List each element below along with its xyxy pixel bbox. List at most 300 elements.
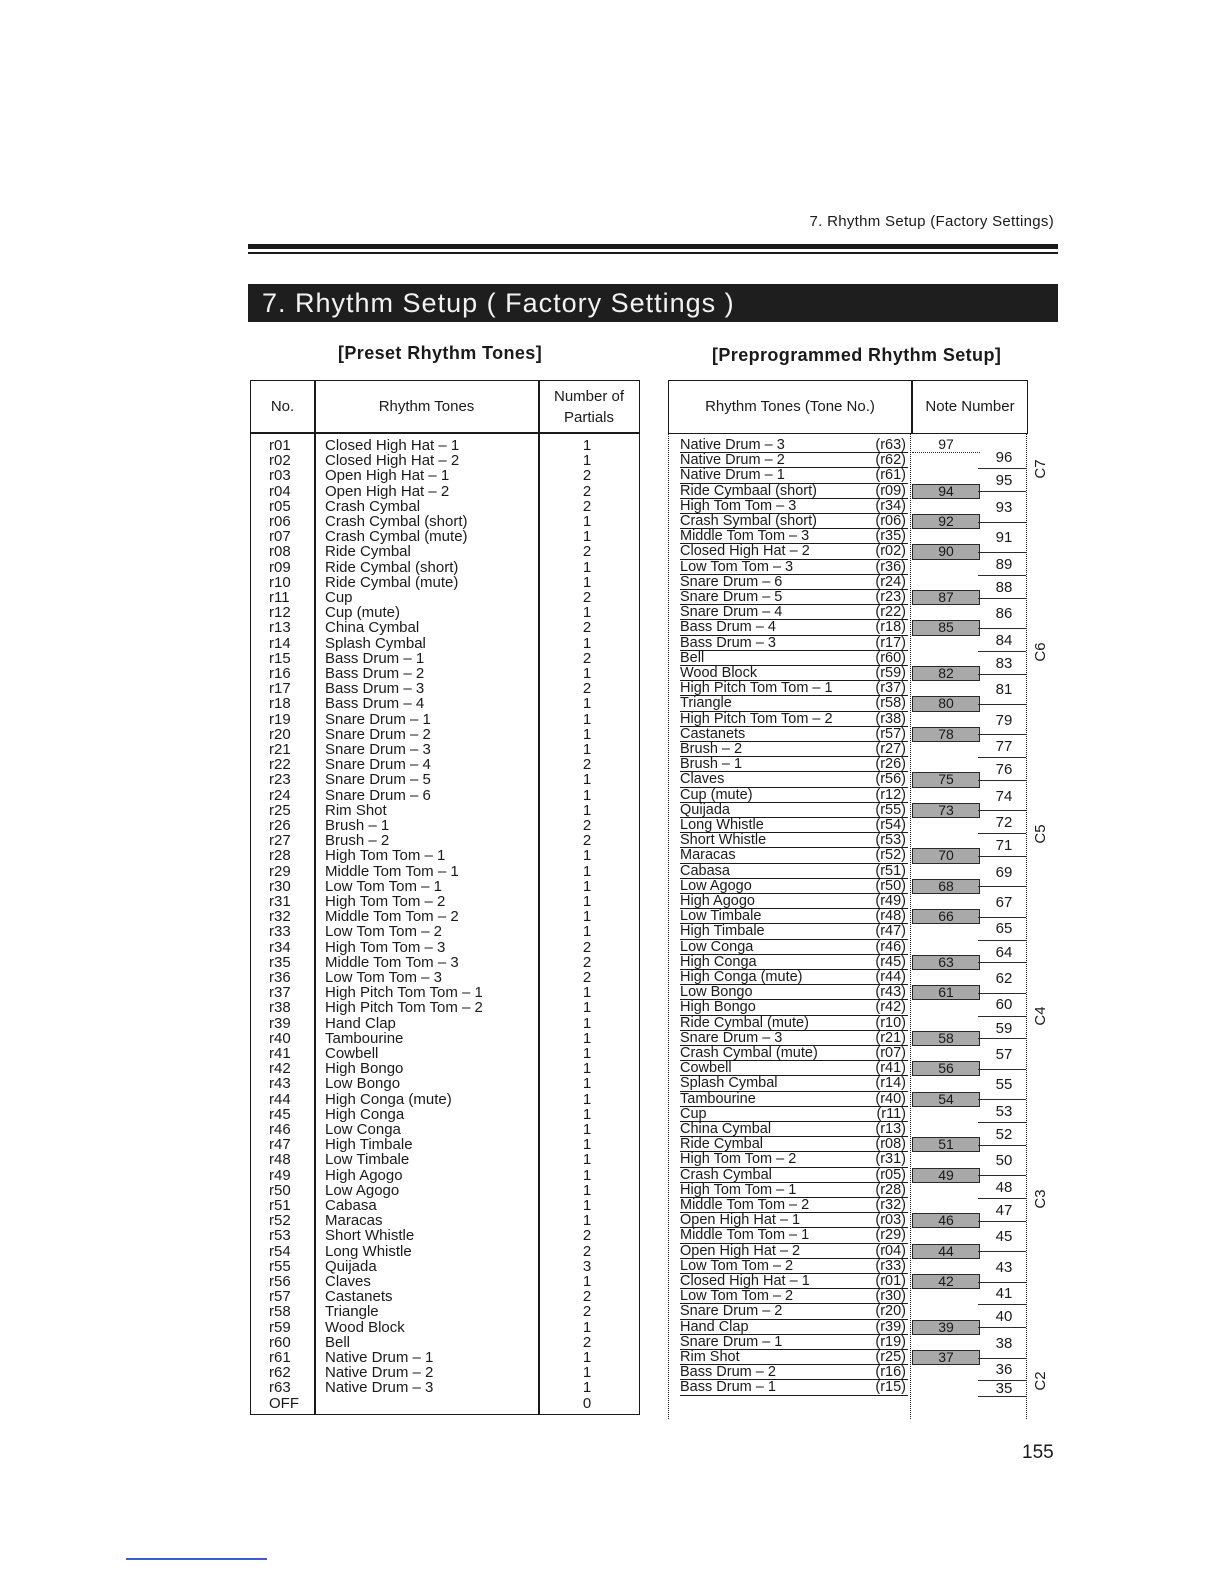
black-key-note: 94 — [912, 484, 980, 499]
white-key-note: 76 — [995, 761, 1013, 779]
partials-count: 1 — [582, 893, 592, 910]
table-row — [680, 1076, 908, 1091]
white-key-divider — [978, 522, 1026, 523]
white-key-note: 43 — [995, 1258, 1013, 1276]
white-key-note: 35 — [995, 1380, 1013, 1398]
table-row — [680, 1137, 908, 1152]
tone-number: r25 — [269, 801, 291, 819]
white-key-note: 83 — [995, 654, 1013, 672]
tone-number: (r25) — [875, 1349, 906, 1365]
black-key-note: 51 — [912, 1137, 980, 1152]
tone-number: (r08) — [875, 1136, 906, 1153]
tone-name: Native Drum – 3 — [680, 437, 785, 453]
white-key-divider — [978, 491, 1026, 492]
col-header-rhythm-tones: Rhythm Tones — [378, 398, 475, 415]
white-key-note: 59 — [995, 1019, 1013, 1037]
tone-number: r31 — [269, 893, 291, 910]
white-key-note: 57 — [995, 1046, 1013, 1063]
tone-number: r34 — [269, 938, 291, 956]
tone-name: Brush – 1 — [680, 756, 743, 773]
table-row — [251, 1396, 641, 1411]
tone-number: r63 — [269, 1379, 291, 1397]
partials-count: 2 — [582, 1333, 592, 1351]
partials-count: 2 — [582, 1242, 592, 1260]
partials-count: 1 — [582, 1166, 592, 1184]
tone-name: High Tom Tom – 2 — [680, 1151, 797, 1168]
table-row — [251, 636, 641, 651]
partials-count: 1 — [582, 665, 592, 682]
tone-name: Snare Drum – 3 — [680, 1029, 783, 1046]
table-row — [251, 1000, 641, 1015]
tone-name: Middle Tom Tom – 1 — [680, 1227, 810, 1244]
table-row — [251, 666, 641, 681]
tone-name: High Pitch Tom Tom – 1 — [680, 680, 833, 697]
table-row — [251, 438, 641, 453]
table-row — [251, 1107, 641, 1122]
table-row — [251, 1365, 641, 1380]
tone-name: Crash Cymbal — [325, 497, 421, 515]
table-row — [680, 1350, 908, 1365]
tone-number: r03 — [269, 467, 291, 485]
tone-name: Low Bongo — [680, 984, 753, 1001]
tone-name: Cup — [325, 589, 353, 606]
tone-name: Open High Hat – 2 — [680, 1242, 801, 1259]
tone-number: r54 — [269, 1242, 291, 1260]
tone-number: r12 — [269, 604, 291, 622]
tone-name: High Agogo — [680, 893, 755, 909]
tone-number: (r05) — [875, 1166, 906, 1183]
tone-name: Closed High Hat – 1 — [680, 1273, 810, 1289]
table-row — [680, 620, 908, 635]
partials-count: 1 — [582, 1075, 592, 1093]
tone-name: Low Conga — [680, 938, 754, 955]
tone-number: r50 — [269, 1181, 291, 1199]
tone-number: r43 — [269, 1075, 291, 1093]
white-key-divider — [978, 628, 1026, 629]
table-row — [680, 575, 908, 590]
partials-count: 1 — [582, 1029, 592, 1047]
tone-name: Crash Cymbal (mute) — [325, 528, 468, 546]
table-row — [251, 924, 641, 939]
tone-number: (r20) — [875, 1303, 906, 1320]
tone-number: r52 — [269, 1212, 291, 1230]
tone-name: Bass Drum – 1 — [325, 649, 425, 667]
white-key-note: 47 — [995, 1202, 1013, 1219]
partials-count: 1 — [582, 1379, 592, 1397]
tone-number: r06 — [269, 513, 291, 530]
tone-number: (r23) — [875, 589, 906, 605]
header-rule-thick — [248, 244, 1058, 249]
table-row — [251, 757, 641, 772]
tone-number: r41 — [269, 1045, 291, 1062]
tone-number: (r46) — [875, 938, 906, 955]
table-row — [251, 575, 641, 590]
tone-number: r59 — [269, 1318, 291, 1336]
tone-number: r22 — [269, 756, 291, 774]
tone-name: Closed High Hat – 2 — [325, 452, 460, 470]
black-key-note: 85 — [912, 620, 980, 635]
tone-name: Middle Tom Tom – 1 — [325, 862, 459, 880]
table-row — [680, 590, 908, 605]
tone-name: Low Tom Tom – 3 — [680, 558, 794, 575]
table-row — [251, 468, 641, 483]
tone-number: r27 — [269, 832, 291, 850]
white-key-note: 91 — [995, 529, 1013, 547]
partials-count: 2 — [582, 619, 592, 637]
table-row — [680, 1000, 908, 1015]
black-key-note: 54 — [912, 1092, 980, 1107]
tone-number: (r26) — [875, 756, 906, 773]
partials-count: 1 — [582, 984, 592, 1002]
tone-name: Low Conga — [325, 1121, 401, 1138]
tone-name: Snare Drum – 6 — [325, 786, 431, 804]
partials-count: 1 — [582, 923, 592, 941]
tone-number: r09 — [269, 558, 291, 576]
table-row — [251, 1092, 641, 1107]
tone-number: r58 — [269, 1303, 291, 1321]
partials-count: 2 — [582, 953, 592, 971]
tone-name: Castanets — [680, 725, 746, 742]
tone-number: r04 — [269, 482, 291, 500]
tone-number: (r62) — [875, 452, 906, 469]
tone-name: Snare Drum – 2 — [680, 1303, 783, 1320]
tone-name: Low Agogo — [680, 877, 752, 894]
tone-number: (r15) — [875, 1379, 906, 1396]
white-key-note: 86 — [995, 605, 1013, 623]
tone-name: High Tom Tom – 3 — [325, 938, 446, 956]
tone-number: (r60) — [875, 649, 906, 666]
partials-count: 1 — [582, 1273, 592, 1290]
table-row — [680, 772, 908, 787]
table-row — [251, 1259, 641, 1274]
table-row — [251, 1168, 641, 1183]
tone-name: Middle Tom Tom – 3 — [680, 528, 810, 545]
tone-name: Cup (mute) — [325, 604, 401, 622]
table-row — [251, 1076, 641, 1091]
tone-name: Triangle — [325, 1303, 379, 1321]
tone-number: (r19) — [875, 1333, 906, 1350]
table-row — [680, 468, 908, 483]
tone-number: r42 — [269, 1060, 291, 1078]
table-row — [251, 864, 641, 879]
table-row — [680, 970, 908, 985]
table-row — [680, 1061, 908, 1076]
tone-name: Crash Cymbal (mute) — [680, 1045, 818, 1061]
table-row — [680, 560, 908, 575]
tone-number: (r10) — [875, 1014, 906, 1031]
table-row — [680, 1152, 908, 1167]
table-row — [251, 833, 641, 848]
white-key-note: 65 — [995, 920, 1013, 938]
tone-name: Native Drum – 2 — [680, 452, 785, 469]
tone-name: Claves — [325, 1273, 371, 1290]
table-row — [251, 803, 641, 818]
tone-number: (r39) — [875, 1318, 906, 1335]
partials-count: 2 — [582, 756, 592, 774]
partials-count: 2 — [582, 680, 592, 698]
tone-name: Long Whistle — [325, 1242, 412, 1260]
white-key-note: 45 — [995, 1228, 1013, 1246]
tone-number: (r49) — [875, 893, 906, 909]
table-row — [251, 742, 641, 757]
partials-count: 1 — [582, 725, 592, 743]
octave-label: C5 — [1032, 824, 1049, 844]
table-row — [680, 1092, 908, 1107]
tone-number: r61 — [269, 1349, 291, 1366]
tone-number: (r42) — [875, 999, 906, 1016]
table-row — [680, 985, 908, 1000]
partials-count: 1 — [582, 573, 592, 591]
white-key-divider — [978, 651, 1026, 652]
tone-number: (r09) — [875, 482, 906, 499]
table-row — [680, 757, 908, 772]
tone-name: Closed High Hat – 1 — [325, 437, 460, 454]
tone-number: (r11) — [876, 1105, 906, 1122]
tone-number: (r56) — [875, 771, 906, 788]
table-row — [251, 1061, 641, 1076]
partials-count: 1 — [582, 786, 592, 804]
tone-name: Bass Drum – 4 — [325, 695, 425, 713]
table-row — [251, 985, 641, 1000]
tone-number: (r43) — [875, 984, 906, 1001]
table-row — [680, 484, 908, 499]
white-key-note: 71 — [995, 837, 1013, 855]
white-key-divider — [978, 780, 1026, 781]
tone-number: r33 — [269, 923, 291, 941]
white-key-divider — [978, 1251, 1026, 1252]
table-row — [680, 529, 908, 544]
table-row — [680, 1380, 908, 1395]
tone-name: Quijada — [680, 801, 730, 818]
tone-name: Ride Cymbal (mute) — [325, 573, 459, 591]
table-row — [680, 1244, 908, 1259]
col-header-note-number: Note Number — [925, 398, 1015, 415]
tone-name: Brush – 1 — [325, 817, 390, 834]
tone-number: (r38) — [875, 710, 906, 727]
table-row — [251, 1274, 641, 1289]
tone-name: Bell — [325, 1333, 351, 1351]
tone-number: (r44) — [875, 969, 906, 985]
table-row — [251, 1304, 641, 1319]
table-row — [680, 499, 908, 514]
tone-number: r01 — [269, 437, 291, 454]
tone-number: r32 — [269, 908, 291, 926]
table-row — [251, 772, 641, 787]
white-key-divider — [978, 575, 1026, 576]
table-row — [251, 1198, 641, 1213]
chapter-banner: 7. Rhythm Setup ( Factory Settings ) — [248, 284, 1058, 322]
tone-number: r53 — [269, 1227, 291, 1245]
table-row — [251, 894, 641, 909]
tone-name: Hand Clap — [325, 1014, 396, 1032]
table-row — [251, 727, 641, 742]
partials-count: 1 — [582, 801, 592, 819]
table-row — [251, 1183, 641, 1198]
tone-name: Snare Drum – 4 — [680, 604, 783, 621]
white-key-divider — [978, 917, 1026, 918]
tone-number: r14 — [269, 634, 291, 652]
tone-number: r29 — [269, 862, 291, 880]
tone-name: Middle Tom Tom – 2 — [325, 908, 459, 926]
table-row — [680, 1168, 908, 1183]
table-row — [680, 1274, 908, 1289]
partials-count: 1 — [582, 1090, 592, 1108]
white-key-divider — [978, 757, 1026, 758]
black-key-note: 82 — [912, 666, 980, 681]
tone-number: r62 — [269, 1364, 291, 1382]
black-key-note: 78 — [912, 727, 980, 742]
partials-count: 0 — [582, 1394, 592, 1412]
table-row — [680, 666, 908, 681]
table-row — [251, 1228, 641, 1243]
table-row — [680, 712, 908, 727]
table-row — [680, 453, 908, 468]
tone-number: (r61) — [875, 467, 906, 484]
partials-count: 1 — [582, 1136, 592, 1154]
partials-count: 2 — [582, 817, 592, 834]
white-key-divider — [978, 1122, 1026, 1123]
tone-number: r51 — [269, 1197, 291, 1214]
tone-number: r57 — [269, 1288, 291, 1306]
partials-count: 1 — [582, 1121, 592, 1138]
tone-name: Rim Shot — [325, 801, 387, 819]
col-header-rhythm-tones-tone-no: Rhythm Tones (Tone No.) — [705, 398, 875, 415]
tone-name: Open High Hat – 1 — [680, 1212, 801, 1229]
table-row — [680, 818, 908, 833]
partials-count: 2 — [582, 938, 592, 956]
tone-number: (r02) — [875, 543, 906, 560]
partials-count: 1 — [582, 1349, 592, 1366]
tone-name: Crash Cymbal — [680, 1166, 772, 1183]
partials-count: 1 — [582, 1045, 592, 1062]
white-key-note: 89 — [995, 555, 1013, 573]
table-row — [680, 1213, 908, 1228]
table-row — [251, 879, 641, 894]
white-key-note: 72 — [995, 814, 1013, 831]
octave-label: C6 — [1032, 642, 1049, 662]
tone-name: Wood Block — [680, 665, 758, 681]
tone-number: (r45) — [875, 953, 906, 970]
black-key-note: 73 — [912, 803, 980, 818]
partials-count: 2 — [582, 1303, 592, 1321]
table-row — [680, 636, 908, 651]
tone-name: Quijada — [325, 1257, 377, 1275]
white-key-note: 96 — [995, 449, 1013, 467]
tone-number: r39 — [269, 1014, 291, 1032]
black-key-note: 68 — [912, 879, 980, 894]
tone-number: (r36) — [875, 558, 906, 575]
tone-name: Brush – 2 — [680, 741, 743, 757]
black-key-note: 97 — [912, 438, 980, 453]
white-key-note: 50 — [995, 1152, 1013, 1170]
table-row — [680, 940, 908, 955]
white-key-note: 60 — [995, 996, 1013, 1014]
tone-number: r56 — [269, 1273, 291, 1290]
partials-count: 1 — [582, 452, 592, 470]
tone-name: High Bongo — [325, 1060, 404, 1078]
tone-number: (r12) — [875, 786, 906, 803]
tone-number: (r24) — [875, 573, 906, 590]
tone-number: (r28) — [875, 1181, 906, 1198]
table-row — [680, 1183, 908, 1198]
tone-name: Ride Cymbal — [680, 1136, 763, 1153]
partials-count: 2 — [582, 467, 592, 485]
tone-name: Low Tom Tom – 2 — [680, 1257, 794, 1274]
partials-count: 1 — [582, 862, 592, 880]
tone-name: Bass Drum – 4 — [680, 619, 776, 636]
dotted-border-middle — [910, 434, 911, 1419]
white-key-note: 64 — [995, 943, 1013, 961]
tone-number: r37 — [269, 984, 291, 1002]
tone-name: Snare Drum – 1 — [325, 710, 431, 728]
black-key-note: 61 — [912, 985, 980, 1000]
tone-number: r30 — [269, 877, 291, 895]
white-key-divider — [978, 468, 1026, 469]
table-row — [680, 1046, 908, 1061]
table-row — [251, 970, 641, 985]
tone-name: High Conga — [680, 953, 757, 970]
tone-name: Bass Drum – 2 — [680, 1364, 776, 1381]
white-key-divider — [978, 674, 1026, 675]
table-row — [680, 788, 908, 803]
tone-number: (r29) — [875, 1227, 906, 1244]
tone-name: Low Tom Tom – 2 — [680, 1288, 794, 1305]
tone-name: Cup (mute) — [680, 786, 753, 803]
black-key-note: 63 — [912, 955, 980, 970]
white-key-note: 67 — [995, 894, 1013, 911]
white-key-divider — [978, 940, 1026, 941]
partials-count: 1 — [582, 604, 592, 622]
tone-name: Tambourine — [325, 1029, 404, 1047]
tone-number: r20 — [269, 725, 291, 743]
tone-name: Bass Drum – 2 — [325, 665, 425, 682]
black-key-note: 39 — [912, 1320, 980, 1335]
white-key-note: 38 — [995, 1334, 1013, 1352]
tone-name: Native Drum – 2 — [325, 1364, 434, 1382]
tone-number: (r52) — [875, 847, 906, 864]
tone-number: r47 — [269, 1136, 291, 1154]
table-row — [251, 514, 641, 529]
white-key-note: 55 — [995, 1076, 1013, 1094]
tone-number: (r59) — [875, 665, 906, 681]
tone-name: High Conga (mute) — [680, 969, 803, 985]
tone-name: Claves — [680, 771, 725, 788]
tone-name: Maracas — [680, 847, 736, 864]
tone-name: Cabasa — [680, 862, 730, 879]
tone-name: Tambourine — [680, 1090, 756, 1107]
tone-name: Open High Hat – 2 — [325, 482, 450, 500]
black-key-note: 49 — [912, 1168, 980, 1183]
table-row — [251, 1350, 641, 1365]
black-key-note: 66 — [912, 909, 980, 924]
white-key-divider — [978, 1198, 1026, 1199]
octave-label: C7 — [1032, 459, 1049, 479]
partials-count: 2 — [582, 497, 592, 515]
table-row — [251, 620, 641, 635]
tone-name: Short Whistle — [325, 1227, 415, 1245]
table-row — [680, 742, 908, 757]
tone-name: Low Timbale — [680, 908, 762, 925]
preset-rhythm-tones-title: [Preset Rhythm Tones] — [338, 343, 543, 363]
table-row — [251, 818, 641, 833]
tone-number: r05 — [269, 497, 291, 515]
white-key-divider — [978, 856, 1026, 857]
tone-name: Snare Drum – 1 — [680, 1333, 783, 1350]
tone-name: Ride Cymbal (mute) — [680, 1014, 809, 1031]
table-row — [680, 514, 908, 529]
white-key-note: 74 — [995, 787, 1013, 805]
tone-name: China Cymbal — [325, 619, 420, 637]
